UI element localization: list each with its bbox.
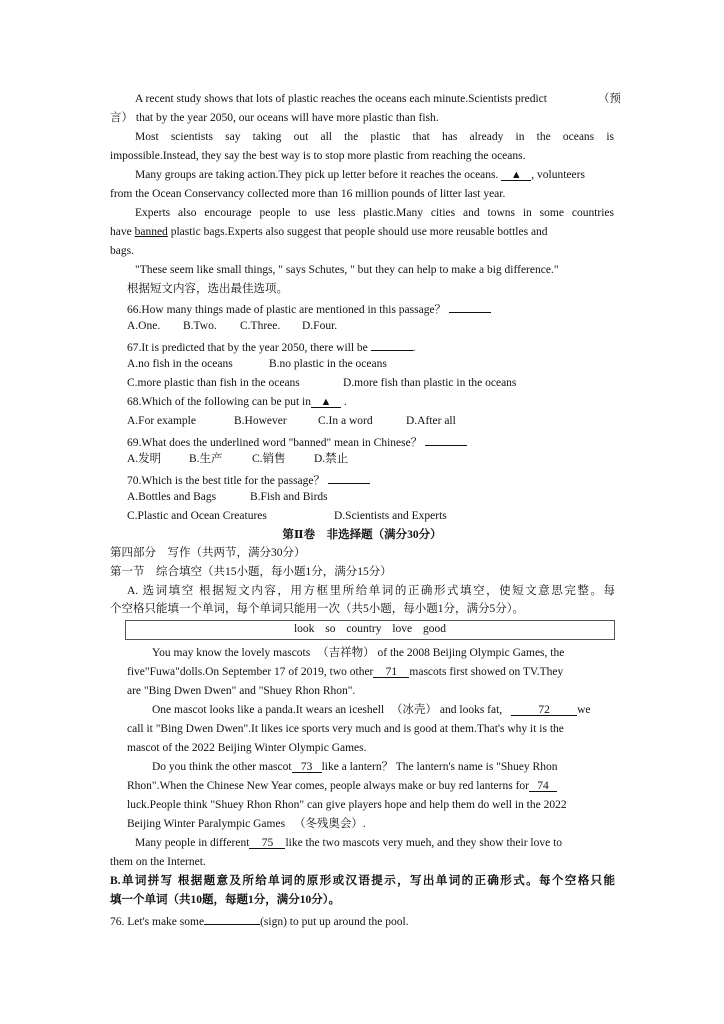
part-b-instruction-line2: 填一个单词（共10题，每题1分，满分10分）。 bbox=[110, 894, 340, 906]
section-2-heading: 第Ⅱ卷 非选择题（满分30分） bbox=[282, 529, 442, 541]
cloze-blank-73[interactable]: 73 bbox=[292, 760, 322, 773]
p4-line2: have banned plastic bags.Experts also suggest that people should use more reusable bottles and bbox=[110, 226, 548, 238]
q66-option-c[interactable]: C.Three. bbox=[240, 320, 281, 332]
q70-option-b[interactable]: B.Fish and Birds bbox=[250, 491, 328, 503]
question-69: 69.What does the underlined word "banned" mean in Chinese？ bbox=[127, 433, 467, 451]
p1-line2: 言） that by the year 2050, our oceans will have more plastic than fish. bbox=[110, 112, 439, 124]
part-4-heading: 第四部分 写作（共两节，满分30分） bbox=[110, 547, 306, 559]
p1-line1: A recent study shows that lots of plastic reaches the oceans each minute.Scientists predict bbox=[135, 93, 547, 105]
cloze-para4-line2: them on the Internet. bbox=[110, 856, 206, 868]
q68-option-c[interactable]: C.In a word bbox=[318, 415, 373, 427]
q66-option-d[interactable]: D.Four. bbox=[302, 320, 338, 332]
cloze-para3-line2: Rhon".When the Chinese New Year comes, people always make or buy red lanterns for 74 bbox=[127, 779, 557, 794]
cloze-blank-72[interactable]: 72 bbox=[511, 703, 577, 716]
q67-option-c[interactable]: C.more plastic than fish in the oceans bbox=[127, 377, 300, 389]
word-box bbox=[125, 620, 615, 640]
cloze-para1-line1: You may know the lovely mascots （吉祥物） of the 2008 Beijing Olympic Games, the bbox=[152, 647, 565, 659]
triangle-icon: ▲ bbox=[510, 169, 522, 181]
cloze-para2-line3: mascot of the 2022 Beijing Winter Olympic Games. bbox=[127, 742, 367, 754]
answer-blank-66[interactable] bbox=[449, 300, 491, 313]
p2-line1: Most scientists say taking out all the plastic that has already in the oceans is bbox=[135, 131, 614, 143]
p3-line2: from the Ocean Conservancy collected more than 16 million pounds of litter last year. bbox=[110, 188, 506, 200]
cloze-para2-line1: One mascot looks like a panda.It wears an iceshell （冰壳） and looks fat, 72 we bbox=[152, 704, 591, 716]
cloze-para4-line1: Many people in different 75 like the two mascots very mueh, and they show their love to bbox=[135, 837, 563, 849]
q67-option-a[interactable]: A.no fish in the oceans bbox=[127, 358, 233, 370]
answer-blank-67[interactable] bbox=[371, 338, 413, 351]
cloze-para1-line3: are "Bing Dwen Dwen" and "Shuey Rhon Rhon". bbox=[127, 685, 356, 697]
q68-option-a[interactable]: A.For example bbox=[127, 415, 196, 427]
question-76: 76. Let's make some (sign) to put up around the pool. bbox=[110, 912, 409, 930]
q67-option-d[interactable]: D.more fish than plastic in the oceans bbox=[343, 377, 517, 389]
q69-option-b[interactable]: B.生产 bbox=[189, 453, 223, 465]
answer-blank-70[interactable] bbox=[328, 471, 370, 484]
cloze-para2-line2: call it "Bing Dwen Dwen".It likes ice sports very much and is good at them.That's why it is the bbox=[127, 723, 564, 735]
question-67: 67.It is predicted that by the year 2050, there will be . bbox=[127, 338, 416, 356]
p5-quote: "These seem like small things, " says Schutes, " but they can help to make a big difference." bbox=[135, 264, 559, 276]
p3-line1: Many groups are taking action.They pick up letter before it reaches the oceans. ▲ , volunteers bbox=[135, 169, 585, 181]
q70-option-d[interactable]: D.Scientists and Experts bbox=[334, 510, 447, 522]
p1-line1-chinese: （预 bbox=[598, 93, 621, 105]
q67-option-b[interactable]: B.no plastic in the oceans bbox=[269, 358, 387, 370]
question-66: 66.How many things made of plastic are mentioned in this passage？ bbox=[127, 300, 491, 318]
q66-option-b[interactable]: B.Two. bbox=[183, 320, 217, 332]
answer-blank-76[interactable] bbox=[204, 912, 260, 925]
cloze-blank-71[interactable]: 71 bbox=[373, 665, 409, 678]
part-a-instruction-line1: A. 选词填空 根据短文内容，用方框里所给单词的正确形式填空，使短文意思完整。每 bbox=[127, 585, 615, 597]
cloze-para3-line3: luck.People think "Shuey Rhon Rhon" can give players hope and help them do well in the 2022 bbox=[127, 799, 567, 811]
answer-blank-68[interactable] bbox=[311, 395, 341, 408]
question-68: 68.Which of the following can be put in ▲ . bbox=[127, 396, 347, 408]
cloze-blank-74[interactable]: 74 bbox=[529, 779, 557, 792]
answer-blank-69[interactable] bbox=[425, 433, 467, 446]
q69-option-a[interactable]: A.发明 bbox=[127, 453, 162, 465]
q69-option-c[interactable]: C.销售 bbox=[252, 453, 286, 465]
p4-line3: bags. bbox=[110, 245, 134, 257]
instruction-choose: 根据短文内容，选出最佳选项。 bbox=[127, 283, 288, 295]
part-a-instruction-line2: 个空格只能填一个单词，每个单词只能用一次（共5小题，每小题1分，满分5分）。 bbox=[110, 603, 524, 615]
q68-option-b[interactable]: B.However bbox=[234, 415, 287, 427]
q69-option-d[interactable]: D.禁止 bbox=[314, 453, 349, 465]
word-box-words: look so country love good bbox=[293, 623, 447, 635]
cloze-blank-75[interactable]: 75 bbox=[249, 836, 285, 849]
cloze-para1-line2: five"Fuwa"dolls.On September 17 of 2019, two other 71 mascots first showed on TV.They bbox=[127, 666, 564, 678]
question-70: 70.Which is the best title for the passage？ bbox=[127, 471, 370, 489]
part-b-instruction-line1: B.单词拼写 根据题意及所给单词的原形或汉语提示，写出单词的正确形式。每个空格只能 bbox=[110, 875, 615, 887]
p4-line1: Experts also encourage people to use less plastic.Many cities and towns in some countries bbox=[135, 207, 614, 219]
section-1-heading: 第一节 综合填空（共15小题，每小题1分，满分15分） bbox=[110, 566, 392, 578]
blank-68[interactable] bbox=[501, 168, 531, 181]
q70-option-a[interactable]: A.Bottles and Bags bbox=[127, 491, 217, 503]
underlined-word-banned: banned bbox=[134, 226, 168, 238]
q66-option-a[interactable]: A.One. bbox=[127, 320, 161, 332]
cloze-para3-line1: Do you think the other mascot 73 like a lantern？ The lantern's name is "Shuey Rhon bbox=[152, 761, 558, 773]
cloze-para3-line4: Beijing Winter Paralympic Games （冬残奥会）. bbox=[127, 818, 366, 830]
q68-option-d[interactable]: D.After all bbox=[406, 415, 456, 427]
p2-line2: impossible.Instead, they say the best way is to stop more plastic from reaching the oceans. bbox=[110, 150, 526, 162]
q70-option-c[interactable]: C.Plastic and Ocean Creatures bbox=[127, 510, 267, 522]
triangle-icon: ▲ bbox=[320, 396, 332, 408]
